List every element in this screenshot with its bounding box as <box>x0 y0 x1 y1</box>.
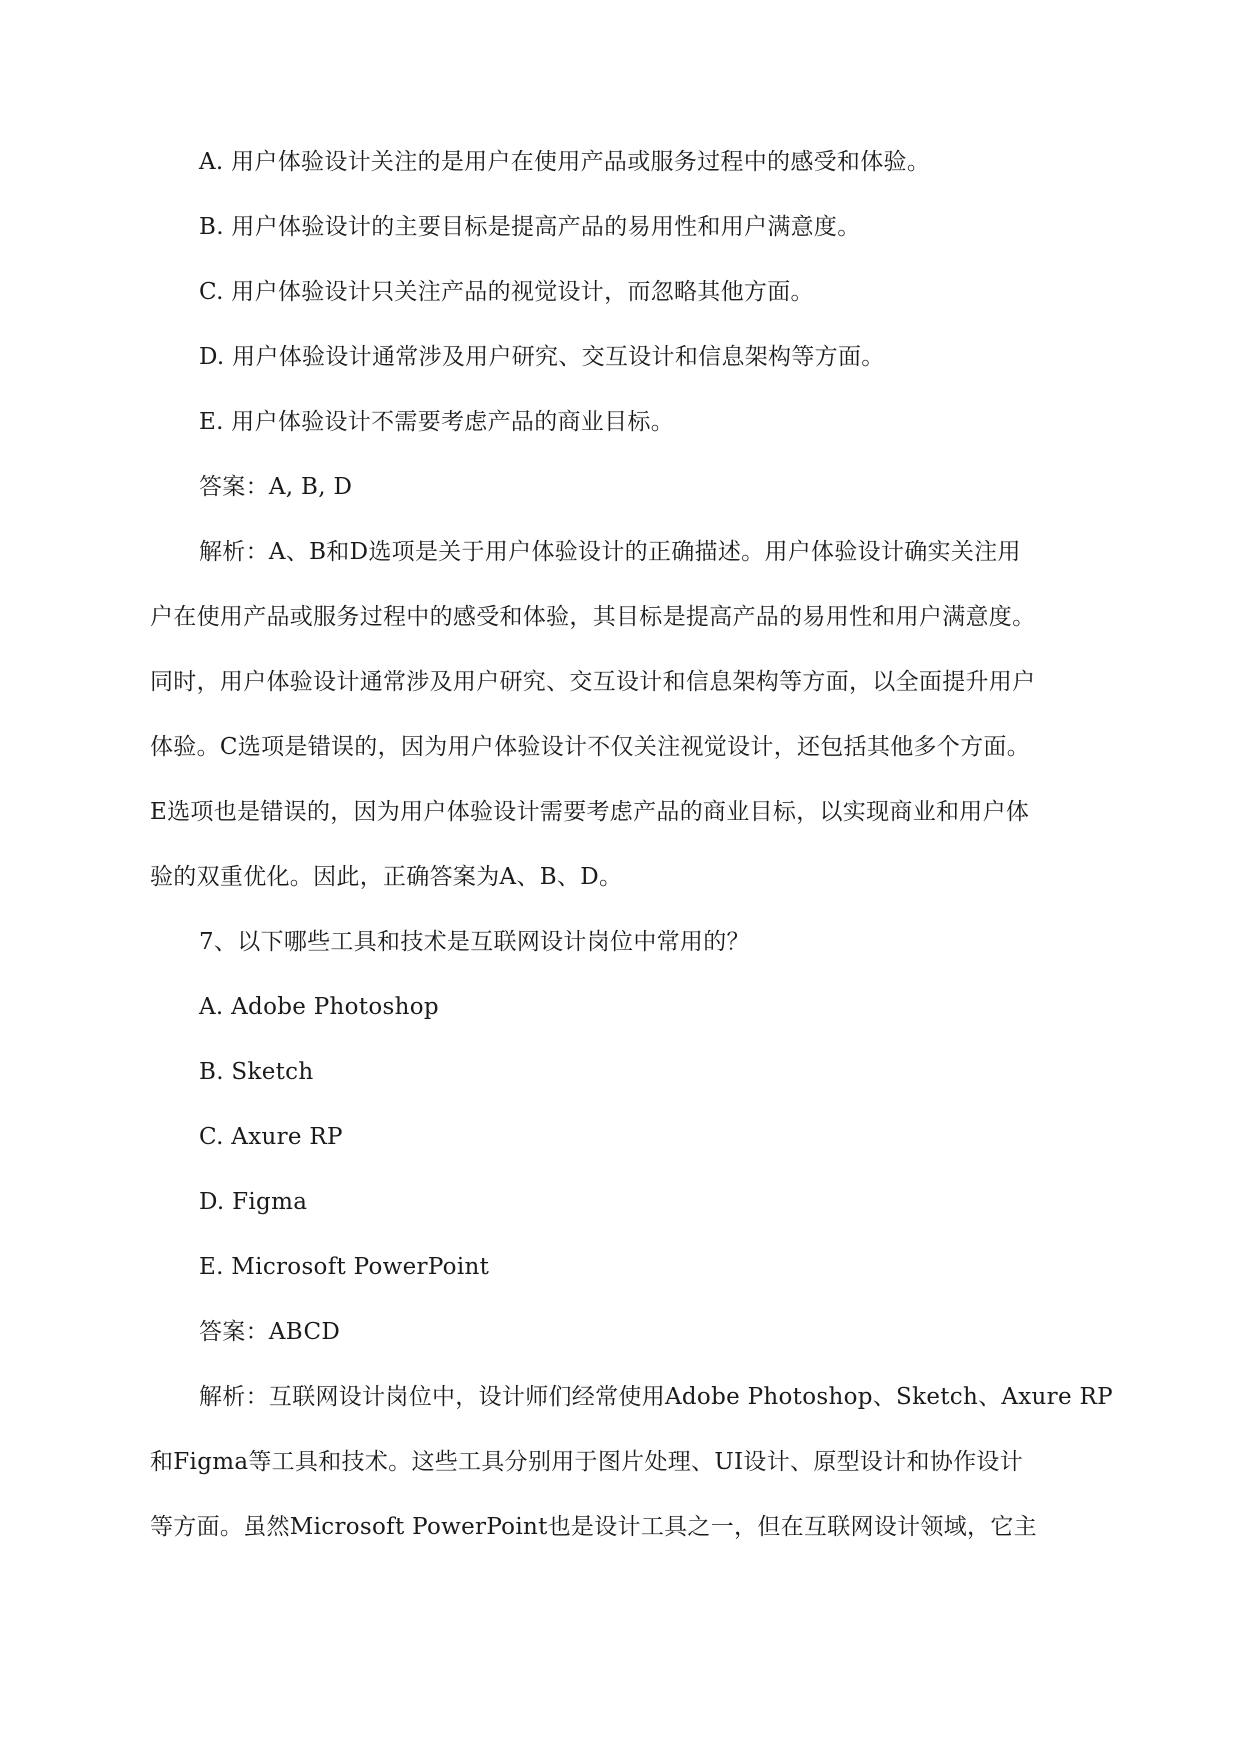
q6-option-d: D. 用户体验设计通常涉及用户研究、交互设计和信息架构等方面。 <box>199 344 885 370</box>
q6-analysis-line-2: 户在使用产品或服务过程中的感受和体验，其目标是提高产品的易用性和用户满意度。 <box>150 604 1036 630</box>
q7-option-b: B. Sketch <box>199 1059 314 1085</box>
q7-analysis-line-1: 解析：互联网设计岗位中，设计师们经常使用Adobe Photoshop、Sketch、Axure RP <box>199 1384 1113 1410</box>
q6-analysis-line-5: E选项也是错误的，因为用户体验设计需要考虑产品的商业目标，以实现商业和用户体 <box>150 799 1030 825</box>
q6-analysis-line-6: 验的双重优化。因此，正确答案为A、B、D。 <box>150 864 623 890</box>
q6-option-a: A. 用户体验设计关注的是用户在使用产品或服务过程中的感受和体验。 <box>199 149 931 175</box>
q6-analysis-line-3: 同时，用户体验设计通常涉及用户研究、交互设计和信息架构等方面，以全面提升用户 <box>150 669 1036 695</box>
q7-analysis-line-2: 和Figma等工具和技术。这些工具分别用于图片处理、UI设计、原型设计和协作设计 <box>150 1449 1024 1475</box>
q6-analysis-line-1: 解析：A、B和D选项是关于用户体验设计的正确描述。用户体验设计确实关注用 <box>199 539 1021 565</box>
q7-option-d: D. Figma <box>199 1189 308 1215</box>
q6-answer: 答案：A, B, D <box>199 474 353 500</box>
q7-analysis-line-3: 等方面。虽然Microsoft PowerPoint也是设计工具之一，但在互联网设计领域，它主 <box>150 1514 1037 1540</box>
q6-option-e: E. 用户体验设计不需要考虑产品的商业目标。 <box>199 409 675 435</box>
q7-answer: 答案：ABCD <box>199 1319 341 1345</box>
q7-option-c: C. Axure RP <box>199 1124 343 1150</box>
q7-question: 7、以下哪些工具和技术是互联网设计岗位中常用的？ <box>199 929 750 955</box>
q7-option-e: E. Microsoft PowerPoint <box>199 1254 490 1280</box>
document-content <box>150 142 1113 1572</box>
q7-option-a: A. Adobe Photoshop <box>199 994 439 1020</box>
q6-option-c: C. 用户体验设计只关注产品的视觉设计，而忽略其他方面。 <box>199 279 814 305</box>
q6-option-b: B. 用户体验设计的主要目标是提高产品的易用性和用户满意度。 <box>199 214 861 240</box>
q6-analysis-line-4: 体验。C选项是错误的，因为用户体验设计不仅关注视觉设计，还包括其他多个方面。 <box>150 734 1030 760</box>
